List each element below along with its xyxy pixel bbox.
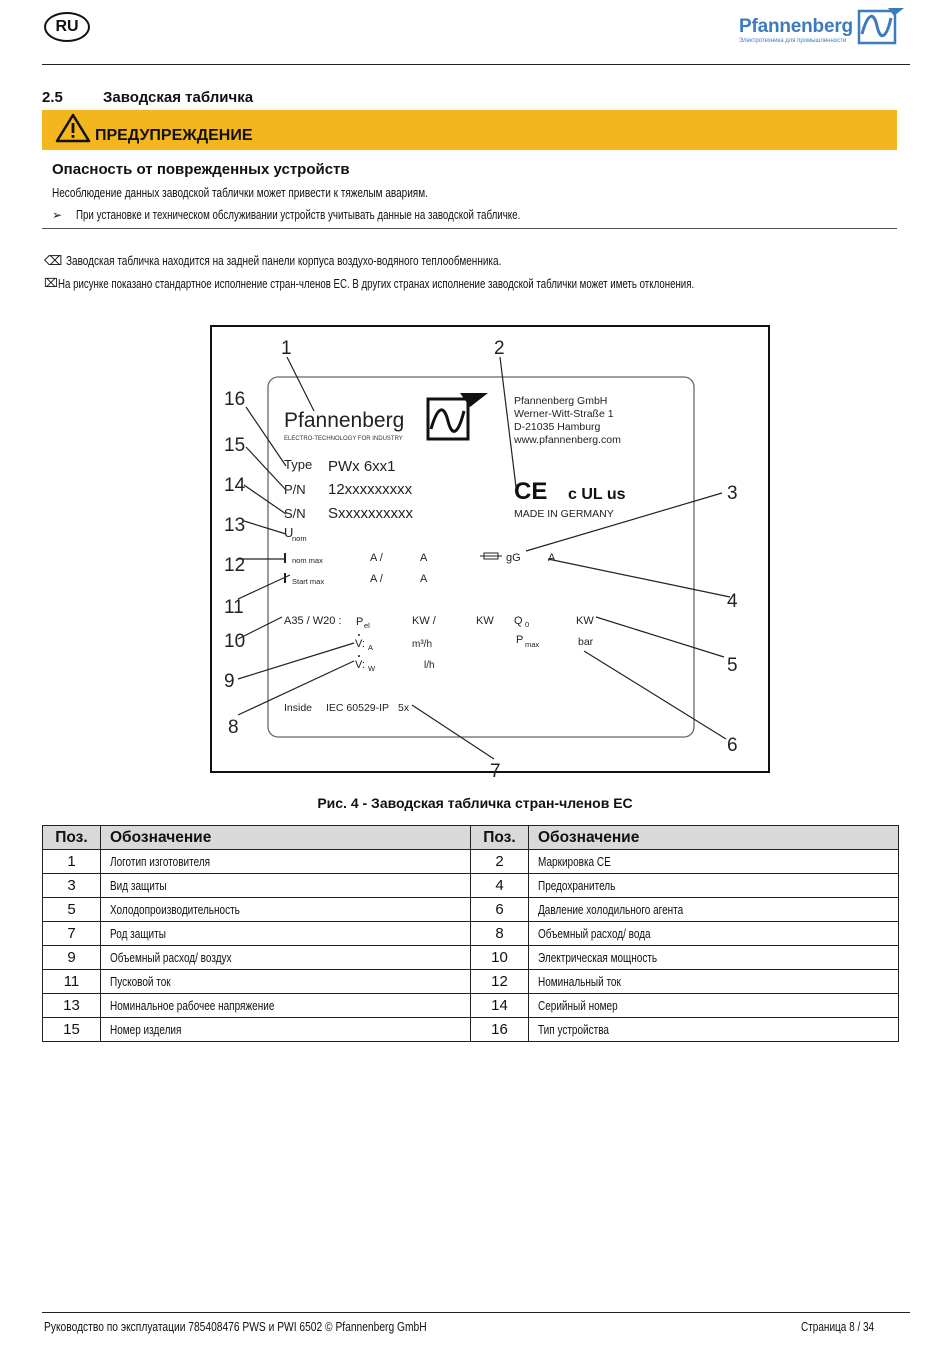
col-desc-header: Обозначение [529,826,899,850]
plate-fuse-type: gG [506,552,521,564]
legend-desc-text: Тип устройства [538,1023,609,1037]
plate-sn-label: S/N [284,506,306,521]
plate-bar: bar [578,636,594,648]
table-row [43,922,899,946]
callout-14: 14 [224,475,246,496]
warning-text: Несоблюдение данных заводской таблички может привести к тяжелым авариям. [52,186,428,200]
plate-va-sub: A [368,643,374,652]
col-pos-header: Поз. [43,826,101,850]
plate-vw-sub: W [368,664,376,673]
plate-unom-label: U [284,525,294,540]
plate-address-line: www.pfannenberg.com [514,434,621,446]
col-pos-header: Поз. [471,826,529,850]
plate-pel-sub: el [364,621,370,630]
footer-document-info: Руководство по эксплуатации 785408476 PWS и PWI 6502 © Pfannenberg GmbH [44,1320,427,1334]
legend-pos-cell: 6 [471,898,529,922]
plate-a35: A35 / W20 : [284,615,342,627]
callout-12: 12 [224,555,246,576]
info-icon: ⌧ [44,276,58,290]
callout-16: 16 [224,389,246,410]
legend-pos-cell: 3 [43,874,101,898]
legend-desc-cell [529,898,899,922]
plate-kw-slash: KW / [412,615,436,627]
nameplate-figure [210,325,770,782]
legend-desc-cell [101,946,471,970]
plate-kw: KW [476,615,494,627]
table-row [43,850,899,874]
callout-7: 7 [490,761,501,782]
plate-address-line: Pfannenberg GmbH [514,395,608,407]
plate-inside: Inside [284,702,313,714]
legend-desc-cell [529,850,899,874]
section-number: 2.5 [42,89,63,106]
legend-header-row [43,826,899,850]
ce-mark: CE [514,478,548,505]
legend-desc-text: Номинальное рабочее напряжение [110,999,275,1013]
plate-type-label: Type [284,457,313,472]
callout-4: 4 [727,591,738,612]
plate-inom-label [284,553,286,563]
plate-type-value: PWx 6xx1 [328,458,396,475]
header-rule [42,64,910,65]
plate-pn-value: 12xxxxxxxxx [328,481,413,498]
legend-pos-cell: 7 [43,922,101,946]
legend-pos-cell: 5 [43,898,101,922]
legend-pos-cell: 8 [471,922,529,946]
callout-6: 6 [727,735,738,756]
warning-title: Опасность от поврежденных устройств [52,161,350,178]
plate-5x: 5x [398,702,410,714]
plate-va: V: [355,638,365,650]
table-row [43,994,899,1018]
callout-3: 3 [727,483,738,504]
plate-istart-sub: Start max [292,577,325,586]
legend-desc-text: Давление холодильного агента [538,903,684,917]
plate-sn-value: Sxxxxxxxxxx [328,505,414,522]
legend-pos-cell: 4 [471,874,529,898]
legend-desc-text: Вид защиты [110,879,167,893]
legend-desc-cell [529,994,899,1018]
legend-pos-cell: 9 [43,946,101,970]
plate-q0-sub: 0 [525,620,530,629]
warning-banner [42,110,897,150]
plate-vw: V: [355,659,365,671]
plate-address-line: Werner-Witt-Straße 1 [514,408,614,420]
brand-tagline: Электротехника для промышленности [739,38,847,44]
language-badge: RU [44,12,90,42]
plate-inom-sub: nom max [292,556,323,565]
callout-13: 13 [224,515,246,536]
legend-desc-text: Предохранитель [538,879,616,893]
note-icon: ⌫ [44,253,63,268]
plate-unom-sub: nom [292,534,307,543]
table-row [43,1018,899,1042]
note-text: Заводская табличка находится на задней панели корпуса воздухо-водяного теплообменника. [66,254,502,268]
plate-brand: Pfannenberg [284,409,405,432]
plate-inom-a1: A / [370,552,383,564]
legend-desc-text: Номер изделия [110,1023,182,1037]
legend-table [42,825,899,1042]
legend-desc-cell [529,874,899,898]
legend-desc-cell [101,922,471,946]
plate-brand-sub: ELECTRO-TECHNOLOGY FOR INDUSTRY [284,436,403,442]
callout-11: 11 [224,597,244,618]
callout-10: 10 [224,631,246,652]
plate-made-in: MADE IN GERMANY [514,508,614,520]
legend-desc-text: Электрическая мощность [538,951,658,965]
callout-2: 2 [494,338,505,359]
callout-5: 5 [727,655,738,676]
legend-pos-cell: 15 [43,1018,101,1042]
legend-desc-text: Логотип изготовителя [110,855,211,869]
brand-wave-icon [858,6,906,46]
brand-name: Pfannenberg [739,16,853,37]
plate-kw2: KW [576,615,594,627]
col-desc-header: Обозначение [101,826,471,850]
warning-rule [42,228,897,229]
legend-body [43,850,899,1042]
legend-pos-cell: 12 [471,970,529,994]
plate-address-line: D-21035 Hamburg [514,421,601,433]
legend-desc-cell [529,946,899,970]
legend-desc-text: Пусковой ток [110,975,171,989]
legend-desc-cell [101,850,471,874]
ul-mark: c UL us [568,486,626,503]
table-row [43,874,899,898]
callout-15: 15 [224,435,246,456]
plate-logo-icon [428,393,488,439]
legend-pos-cell: 2 [471,850,529,874]
legend-desc-text: Холодопроизводительность [110,903,240,917]
plate-inom-a2: A [420,552,428,564]
warning-triangle-icon [55,113,91,143]
legend-desc-cell [101,994,471,1018]
footer-rule [42,1312,910,1313]
plate-istart-a1: A / [370,573,383,585]
callout-9: 9 [224,671,235,692]
plate-q0: Q [514,615,523,627]
plate-istart-a2: A [420,573,428,585]
plate-fuse-a: A [548,552,556,564]
legend-desc-cell [529,1018,899,1042]
legend-desc-text: Объемный расход/ вода [538,927,651,941]
table-row [43,898,899,922]
note-text: На рисунке показано стандартное исполнение стран-членов ЕС. В других странах исполнение заводской таблички может иметь отклонения. [58,277,695,291]
legend-desc-cell [101,874,471,898]
plate-m3h: m³/h [412,639,432,650]
figure-caption: Рис. 4 - Заводская табличка стран-членов ЕС [317,795,633,811]
legend-pos-cell: 1 [43,850,101,874]
legend-desc-cell [101,898,471,922]
section-title: Заводская табличка [103,89,254,106]
legend-pos-cell: 11 [43,970,101,994]
legend-desc-text: Род защиты [110,927,166,941]
table-row [43,946,899,970]
table-row [43,970,899,994]
nameplate-diagram [212,327,768,782]
legend-pos-cell: 14 [471,994,529,1018]
plate-iec: IEC 60529-IP [326,702,390,714]
plate-pmax-sub: max [525,640,540,649]
warning-step: При установке и техническом обслуживании устройств учитывать данные на заводской табличке. [76,208,521,222]
legend-pos-cell: 16 [471,1018,529,1042]
legend-desc-cell [529,970,899,994]
footer-page-number: Страница 8 / 34 [801,1320,875,1334]
plate-pel: P [356,616,364,628]
legend-pos-cell: 13 [43,994,101,1018]
callout-1: 1 [281,338,292,359]
callout-8: 8 [228,717,239,738]
legend-desc-text: Маркировка CE [538,855,611,869]
legend-desc-text: Номинальный ток [538,975,621,989]
plate-pmax: P [516,634,524,646]
legend-desc-text: Серийный номер [538,999,618,1013]
plate-lh: l/h [424,660,435,671]
brand-logo [737,6,907,48]
legend-desc-text: Объемный расход/ воздух [110,951,232,965]
legend-pos-cell: 10 [471,946,529,970]
plate-pn-label: P/N [284,482,306,497]
legend-desc-cell [101,1018,471,1042]
step-arrow-icon: ➢ [52,208,63,222]
legend-desc-cell [529,922,899,946]
warning-label: ПРЕДУПРЕЖДЕНИЕ [95,127,253,144]
legend-desc-cell [101,970,471,994]
